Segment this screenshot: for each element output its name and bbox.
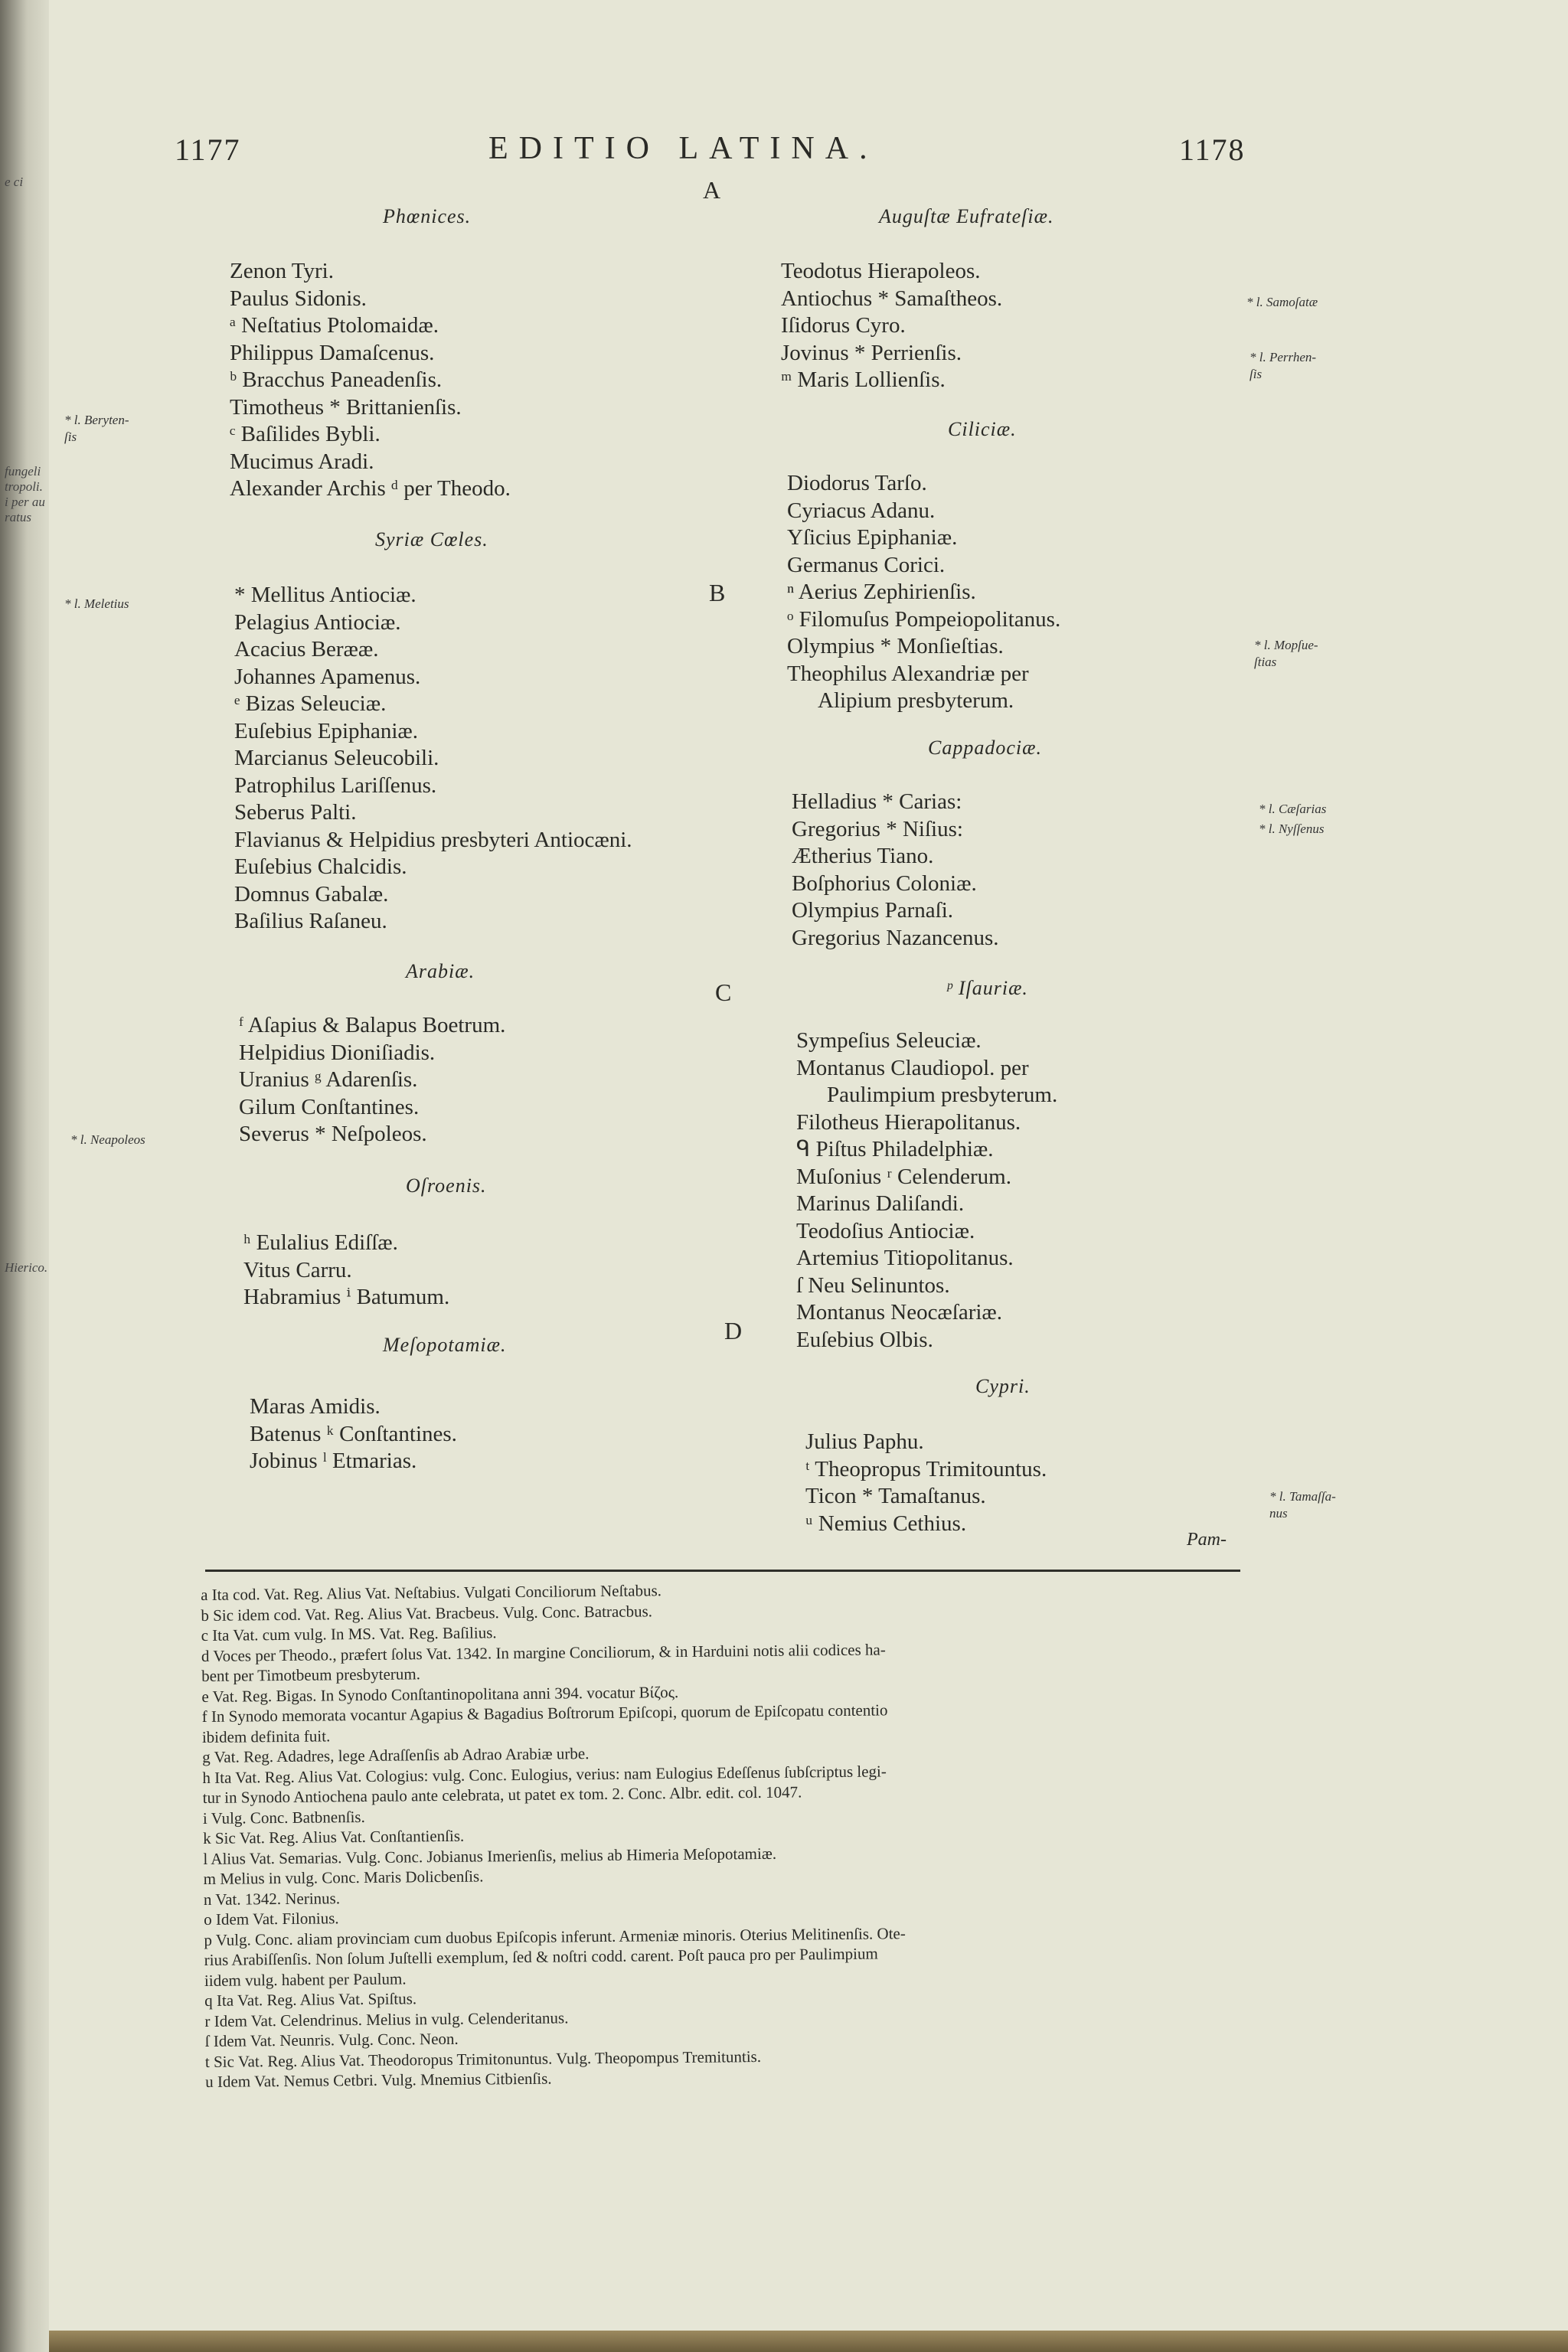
entry-list — [792, 789, 999, 952]
entry: Timotheus * Brittanienſis. — [230, 394, 462, 420]
entry: Domnus Gabalæ. — [234, 881, 389, 906]
entry: Alipium presbyterum. — [818, 688, 1014, 713]
entry: ſ Neu Selinuntos. — [796, 1272, 950, 1298]
entry: Uranius ᵍ Adarenſis. — [239, 1067, 418, 1092]
footnote: e Vat. Reg. Bigas. In Synodo Conſtantinopolitana anni 394. vocatur Βίζος. — [201, 1682, 679, 1706]
entry: Zenon Tyri. — [230, 259, 334, 283]
entry: ᵘ Nemius Cethius. — [805, 1511, 967, 1536]
entry-list — [796, 1027, 1057, 1354]
entry: Gregorius Nazancenus. — [792, 925, 999, 950]
footnote: d Voces per Theodo., præfert ſolus Vat. 1342. In margine Conciliorum, & in Harduini notis alii codices ha- — [201, 1639, 886, 1665]
section-heading: Phœnices. — [383, 205, 472, 227]
entry: Euſebius Chalcidis. — [234, 854, 407, 879]
entry: Yſicius Epiphaniæ. — [787, 525, 958, 550]
section-heading: Syriæ Cœles. — [375, 528, 488, 550]
entry: Helpidius Dioniſiadis. — [239, 1040, 436, 1065]
footnote: ſ Idem Vat. Neunris. Vulg. Conc. Neon. — [204, 2029, 459, 2050]
entry: Maras Amidis. — [250, 1394, 381, 1419]
footnote: u Idem Vat. Nemus Cetbri. Vulg. Mnemius Citbienſis. — [205, 2069, 552, 2091]
footnote: ibidem definita fuit. — [201, 1726, 331, 1746]
section-letter: A — [703, 176, 721, 204]
margin-note: * l. Nyſſenus — [1259, 822, 1325, 836]
entry: Diodorus Tarſo. — [787, 471, 927, 495]
section-heading: Auguſtæ Eufrateſiæ. — [879, 205, 1054, 227]
footnote: tur in Synodo Antiochena paulo ante celebrata, ut patet ex tom. 2. Conc. Albr. edit. col. 1047. — [202, 1782, 802, 1807]
entry: Baſilius Raſaneu. — [234, 909, 387, 933]
spine-fragment: fungeli tropoli. i per au ratus — [5, 464, 45, 524]
entry: Marinus Daliſandi. — [796, 1191, 965, 1216]
spine-fragment: Hierico. — [5, 1260, 48, 1275]
margin-note: * l. Neapoleos — [70, 1132, 145, 1147]
footnote: t Sic Vat. Reg. Alius Vat. Theodoropus Trimitonuntus. Vulg. Theopompus Tremituntis. — [204, 2047, 762, 2071]
section-heading: Ciliciæ. — [948, 418, 1017, 440]
entry-list — [239, 1012, 505, 1148]
entry: Gilum Conſtantines. — [239, 1094, 420, 1119]
entry-list — [234, 582, 632, 936]
footnote: i Vulg. Conc. Batbnenſis. — [202, 1807, 365, 1828]
margin-note: * l. Beryten- ſis — [64, 413, 129, 444]
entry: Teodoſius Antiociæ. — [796, 1218, 975, 1243]
entry: Cyriacus Adanu. — [787, 498, 936, 523]
entry: ᵒ Filomuſus Pompeiopolitanus. — [787, 606, 1061, 632]
entry: Johannes Apamenus. — [234, 664, 421, 689]
entry: Seberus Palti. — [234, 800, 357, 825]
entry: Olympius Parnaſi. — [792, 898, 954, 923]
entry: Jovinus * Perrienſis. — [781, 340, 962, 365]
footnote: o Idem Vat. Filonius. — [204, 1909, 339, 1929]
entry: Ætherius Tiano. — [792, 844, 934, 868]
entry-list — [230, 258, 511, 503]
entry-list — [787, 470, 1060, 715]
running-title: EDITIO LATINA. — [488, 131, 878, 166]
entry: Jobinus ˡ Etmarias. — [250, 1449, 417, 1473]
catchword: Pam- — [1187, 1530, 1227, 1550]
margin-note: * l. Samoſatæ — [1246, 295, 1318, 309]
section-heading: Oſroenis. — [406, 1174, 487, 1197]
footnote: a Ita cod. Vat. Reg. Alius Vat. Neſtabius. Vulgati Conciliorum Neſtabus. — [201, 1581, 662, 1604]
entry: ᶠ Aſapius & Balapus Boetrum. — [239, 1013, 506, 1037]
spine-fragment: e ci — [5, 175, 24, 189]
entry-list — [243, 1230, 449, 1312]
section-letter: C — [715, 978, 732, 1006]
margin-note: * l. Cæſarias — [1259, 802, 1327, 816]
entry: Iſidorus Cyro. — [781, 313, 906, 338]
book-bottom-edge — [49, 2331, 1568, 2352]
entry: Flavianus & Helpidius presbyteri Antiocæni. — [234, 827, 632, 852]
footnote: p Vulg. Conc. aliam provinciam cum duobus Epiſcopis inferunt. Armeniæ minoris. Oterius Melitinenſis. Ote- — [204, 1923, 906, 1949]
entry: * Mellitus Antiociæ. — [234, 583, 416, 607]
entry: Patrophilus Lariſſenus. — [234, 773, 437, 798]
entry: Batenus ᵏ Conſtantines. — [250, 1421, 457, 1446]
section-letter: D — [724, 1317, 743, 1344]
footnote: l Alius Vat. Semarias. Vulg. Conc. Jobianus Imerienſis, melius ab Himeria Meſopotamiæ. — [203, 1844, 777, 1868]
entry: Paulus Sidonis. — [230, 286, 367, 311]
entry: ᶜ Baſilides Bybli. — [230, 422, 381, 446]
entry: Marcianus Seleucobili. — [234, 746, 439, 770]
footnote: bent per Timotbeum presbyterum. — [201, 1664, 421, 1685]
margin-note: * l. Tamaſſa- nus — [1269, 1489, 1336, 1521]
entry: ᵐ Maris Lollienſis. — [781, 368, 946, 392]
entry: Severus * Neſpoleos. — [239, 1122, 427, 1146]
entry: ᵗ Theopropus Trimitountus. — [805, 1456, 1047, 1481]
page-number-right: 1178 — [1179, 132, 1246, 167]
entry: Montanus Neocæſariæ. — [796, 1300, 1003, 1325]
section-heading: Meſopotamiæ. — [383, 1334, 507, 1356]
footnote: n Vat. 1342. Nerinus. — [203, 1888, 341, 1909]
margin-note: * l. Mopſue- ſtias — [1254, 638, 1318, 669]
margin-note: * l. Meletius — [64, 596, 129, 611]
entry: Boſphorius Coloniæ. — [792, 871, 977, 896]
section-heading: Cypri. — [975, 1375, 1031, 1397]
entry: Montanus Claudiopol. per — [796, 1055, 1029, 1080]
entry: Ticon * Tamaſtanus. — [805, 1484, 986, 1508]
entry-list — [805, 1429, 1047, 1537]
entry: Artemius Titiopolitanus. — [796, 1246, 1014, 1270]
margin-note: * l. Perrhen- ſis — [1250, 350, 1317, 381]
entry-list — [781, 258, 1002, 394]
footnotes — [201, 1575, 1269, 2092]
footnote: iidem vulg. habent per Paulum. — [204, 1968, 407, 1990]
entry: Julius Paphu. — [805, 1429, 924, 1454]
entry: Germanus Corici. — [787, 552, 946, 577]
entry: ᵉ Bizas Seleuciæ. — [234, 691, 387, 716]
footnote: m Melius in vulg. Conc. Maris Dolicbenſis. — [203, 1867, 484, 1888]
entry: Filotheus Hierapolitanus. — [796, 1109, 1021, 1135]
entry: Sympeſius Seleuciæ. — [796, 1028, 982, 1053]
section-letter: B — [709, 579, 726, 606]
entry: ʰ Eulalius Ediſſæ. — [243, 1230, 398, 1255]
entry: Habramius ⁱ Batumum. — [243, 1285, 450, 1309]
entry: Acacius Berææ. — [234, 637, 379, 662]
entry: Gregorius * Niſius: — [792, 816, 963, 841]
entry: Mucimus Aradi. — [230, 449, 374, 474]
footnote: k Sic Vat. Reg. Alius Vat. Conſtantienſis. — [203, 1826, 465, 1847]
entry-list — [250, 1393, 457, 1475]
footnote: h Ita Vat. Reg. Alius Vat. Cologius: vulg. Conc. Eulogius, verius: nam Eulogius Edeſſenus ſubſcriptus legi- — [202, 1761, 887, 1787]
footnote: c Ita Vat. cum vulg. In MS. Vat. Reg. Baſilius. — [201, 1623, 497, 1645]
entry: Theophilus Alexandriæ per — [787, 661, 1029, 686]
section-heading: Cappadociæ. — [928, 737, 1042, 759]
entry: Helladius * Carias: — [792, 789, 962, 814]
entry: Euſebius Epiphaniæ. — [234, 718, 419, 743]
page-number-left: 1177 — [175, 132, 241, 167]
footnote: r Idem Vat. Celendrinus. Melius in vulg. Celenderitanus. — [204, 2007, 569, 2030]
entry: ᵇ Bracchus Paneadenſis. — [230, 368, 443, 392]
entry: ᑫ Piſtus Philadelphiæ. — [796, 1137, 994, 1161]
entry: Pelagius Antiociæ. — [234, 609, 401, 635]
footnote: rius Arabiſſenſis. Non ſolum Juſtelli exemplum, ſed & noſtri codd. carent. Poſt pauca pro per Paulimpium — [204, 1944, 878, 1969]
entry: Euſebius Olbis. — [796, 1327, 933, 1352]
entry: Vitus Carru. — [243, 1257, 352, 1282]
entry: Philippus Damaſcenus. — [230, 340, 435, 365]
entry: Teodotus Hierapoleos. — [781, 259, 981, 283]
footnote-rule — [205, 1570, 1240, 1572]
footnote: q Ita Vat. Reg. Alius Vat. Spiſtus. — [204, 1989, 417, 2010]
footnote: b Sic idem cod. Vat. Reg. Alius Vat. Bracbeus. Vulg. Conc. Batracbus. — [201, 1601, 653, 1625]
entry: Muſonius ʳ Celenderum. — [796, 1164, 1011, 1189]
entry: ᵃ Neſtatius Ptolomaidæ. — [230, 313, 439, 338]
footnote: f In Synodo memorata vocantur Agapius & Bagadius Boſtrorum Epiſcopi, quorum de Epiſcopatu contentio — [201, 1700, 888, 1726]
footnote: g Vat. Reg. Adadres, lege Adraſſenſis ab Adrao Arabiæ urbe. — [202, 1744, 590, 1766]
book-spine-shadow — [0, 0, 49, 2352]
entry: ⁿ Aerius Zephirienſis. — [787, 580, 976, 604]
section-heading: ᵖ Iſauriæ. — [946, 977, 1028, 999]
entry: Paulimpium presbyterum. — [827, 1083, 1058, 1107]
entry: Antiochus * Samaſtheos. — [781, 286, 1003, 311]
section-heading: Arabiæ. — [406, 960, 475, 982]
entry: Alexander Archis ᵈ per Theodo. — [230, 476, 511, 501]
entry: Olympius * Monſieſtias. — [787, 634, 1004, 658]
